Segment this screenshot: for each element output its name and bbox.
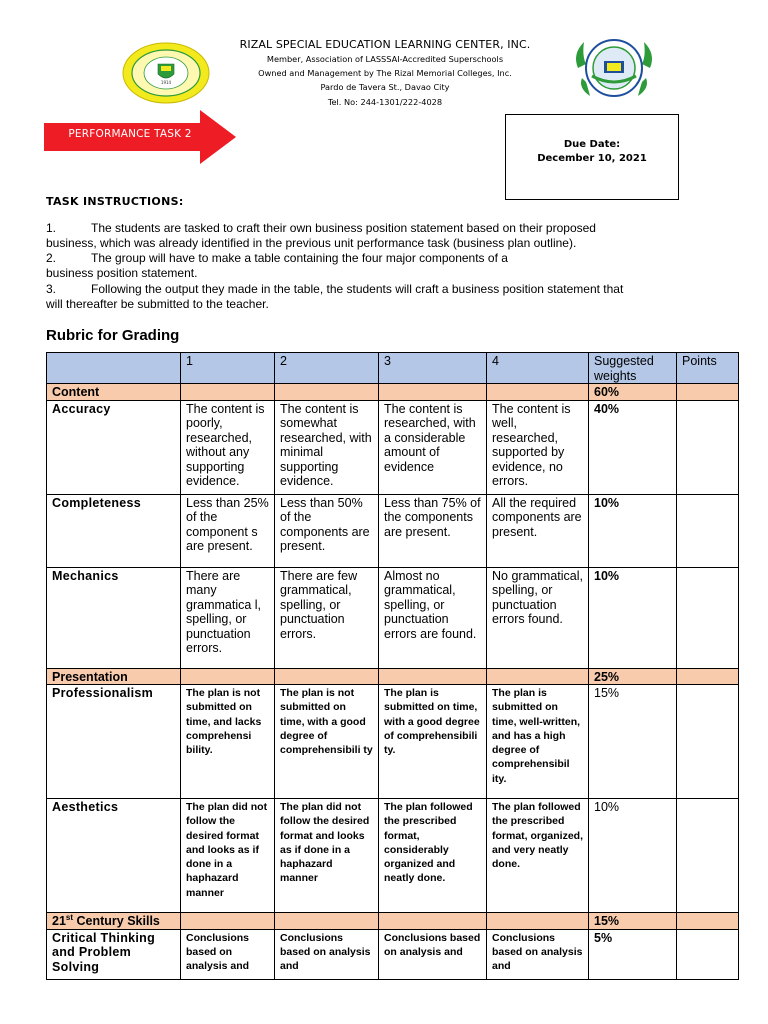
school-name: RIZAL SPECIAL EDUCATION LEARNING CENTER, INC. [239,38,531,51]
school-address: Pardo de Tavera St., Davao City [320,82,450,93]
points-cell [677,494,739,567]
rubric-cell: The content is researched, with a considerable amount of evidence [379,400,487,494]
table-header-row [47,353,739,384]
instruction-text: The students are tasked to craft their own business position statement based on their proposed [91,221,596,235]
seal-year: 1914 [160,80,172,85]
rubric-cell: Less than 75% of the components are present. [379,494,487,567]
rubric-cell: The plan is not submitted on time, with a good degree of comprehensibili ty [275,685,379,799]
instruction-item [46,251,726,281]
weight-cell: 10% [589,799,677,913]
criterion-name: Mechanics [47,567,181,668]
section-row-presentation [47,668,739,685]
rubric-cell: The content is well, researched, supported by evidence, no errors. [487,400,589,494]
rubric-cell: The plan followed the prescribed format, organized, and very neatly done. [487,799,589,913]
rubric-cell: There are few grammatical, spelling, or punctuation errors. [275,567,379,668]
performance-task-label: PERFORMANCE TASK 2 [68,128,192,140]
rubric-cell: No grammatical, spelling, or punctuation errors found. [487,567,589,668]
weight-cell: 5% [589,929,677,979]
due-date-box [505,114,679,200]
header-cell: 4 [487,353,589,384]
section-weight: 15% [589,913,677,930]
points-cell [677,567,739,668]
instruction-text-cont: business position statement. [46,266,198,280]
section-label: Content [47,384,181,401]
points-cell [677,685,739,799]
due-date-value: December 10, 2021 [537,153,647,164]
points-cell [677,799,739,913]
section-row-content [47,384,739,401]
criterion-name: Completeness [47,494,181,567]
section-row-21st-century-skills [47,913,739,930]
header-cell: 2 [275,353,379,384]
instruction-item [46,221,726,251]
instruction-number: 3. [46,282,57,296]
weight-cell: 15% [589,685,677,799]
instruction-number: 2. [46,251,57,265]
section-label: Presentation [47,668,181,685]
criterion-name: Professionalism [47,685,181,799]
rubric-title: Rubric for Grading [46,327,180,344]
rubric-cell: The plan followed the prescribed format, considerably organized and neatly done. [379,799,487,913]
rubric-cell: The plan did not follow the desired format and looks as if done in a haphazard manner [275,799,379,913]
rubric-cell: Conclusions based on analysis and [181,929,275,979]
instruction-number: 1. [46,221,57,235]
rubric-cell: The plan is not submitted on time, and lacks comprehensi bility. [181,685,275,799]
task-instructions-heading: TASK INSTRUCTIONS: [46,195,184,208]
header-cell [47,353,181,384]
table-row [47,494,739,567]
points-cell [677,400,739,494]
rubric-cell: Conclusions based on analysis and [275,929,379,979]
header-cell: Points [677,353,739,384]
criterion-name: Aesthetics [47,799,181,913]
rubric-cell: The plan is submitted on time, well-written, and has a high degree of comprehensibil ity. [487,685,589,799]
table-row [47,799,739,913]
instruction-item [46,282,726,312]
rubric-cell: The content is somewhat researched, with minimal supporting evidence. [275,400,379,494]
instruction-text: Following the output they made in the table, the students will craft a business position statement that [91,282,624,296]
rubric-cell: The content is poorly, researched, without any supporting evidence. [181,400,275,494]
table-row [47,400,739,494]
criterion-name: Accuracy [47,400,181,494]
criterion-name: Critical Thinking and Problem Solving [47,929,181,979]
section-weight: 60% [589,384,677,401]
weight-cell: 10% [589,494,677,567]
table-row [47,567,739,668]
section-label: 21st Century Skills [47,913,181,930]
rubric-cell: Conclusions based on analysis and [487,929,589,979]
rubric-cell: All the required components are present. [487,494,589,567]
school-membership: Member, Association of LASSSAI-Accredited Superschools [266,54,504,64]
rubric-table [46,352,739,980]
header-cell: 3 [379,353,487,384]
table-row [47,685,739,799]
points-cell [677,929,739,979]
header-cell: Suggested weights [589,353,677,384]
instruction-text-cont: will thereafter be submitted to the teacher. [46,297,269,311]
rubric-cell: Conclusions based on analysis and [379,929,487,979]
weight-cell: 40% [589,400,677,494]
school-header [190,38,580,109]
section-weight: 25% [589,668,677,685]
school-phone: Tel. No: 244-1301/222-4028 [327,96,443,107]
rubric-cell: Less than 50% of the components are present. [275,494,379,567]
rubric-cell: There are many grammatica l, spelling, or punctuation errors. [181,567,275,668]
instruction-text: The group will have to make a table containing the four major components of a [91,251,508,265]
rubric-cell: The plan is submitted on time, with a good degree of comprehensibili ty. [379,685,487,799]
rubric-cell: Less than 25% of the component s are present. [181,494,275,567]
header-cell: 1 [181,353,275,384]
school-ownership: Owned and Management by The Rizal Memorial Colleges, Inc. [258,68,512,79]
due-date-label: Due Date: [563,139,621,150]
rizal-memorial-colleges-logo [570,36,658,100]
weight-cell: 10% [589,567,677,668]
rubric-cell: The plan did not follow the desired format and looks as if done in a haphazard manner [181,799,275,913]
rubric-cell: Almost no grammatical, spelling, or punctuation errors are found. [379,567,487,668]
instruction-text-cont: business, which was already identified in the previous unit performance task (business plan outline). [46,236,577,250]
table-row [47,929,739,979]
